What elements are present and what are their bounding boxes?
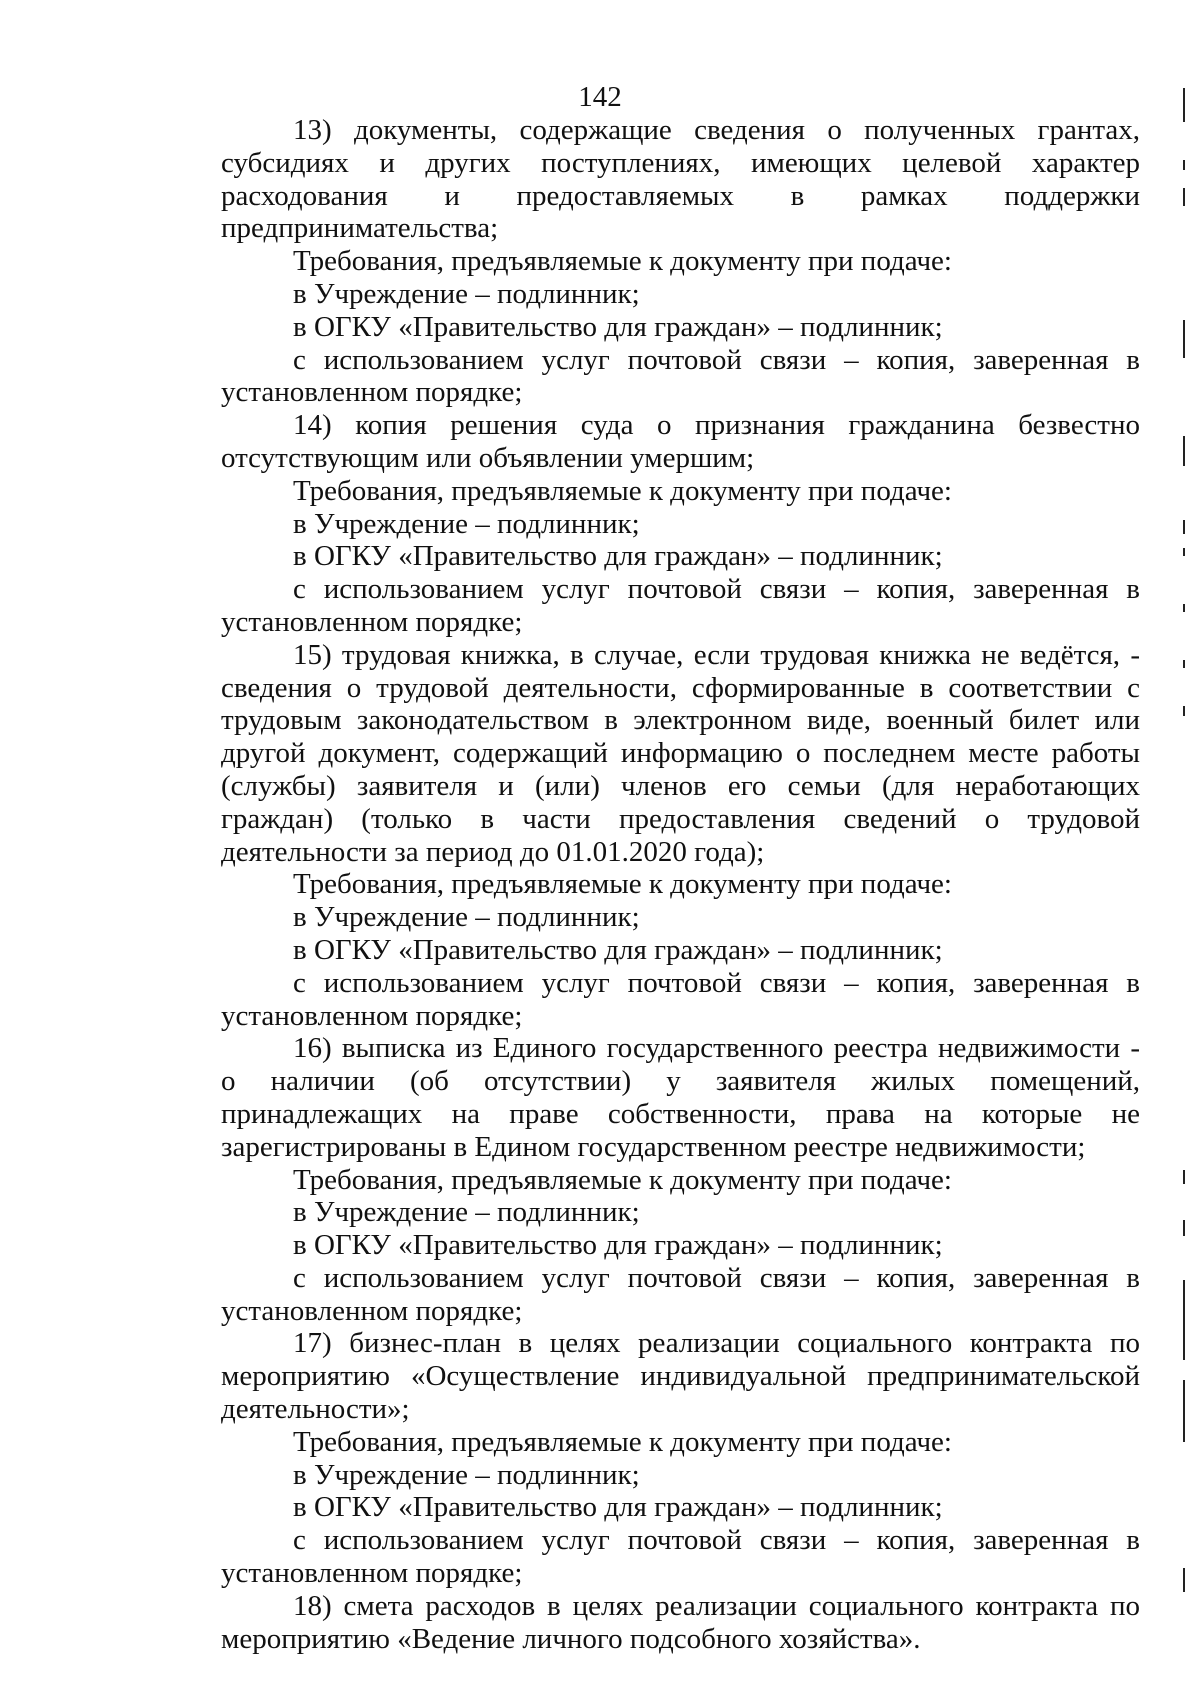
paragraph: с использованием услуг почтовой связи – копия, заверенная в установленном порядке; [221,343,1140,409]
page-number: 142 [578,81,622,113]
paragraph: 14) копия решения суда о признания гражданина безвестно отсутствующим или объявлении умершим; [221,409,1140,474]
paragraph: в Учреждение – подлинник; [293,507,640,540]
scan-edge-marks [1183,0,1193,1696]
paragraph: 13) документы, содержащие сведения о полученных грантах, субсидиях и других поступлениях, имеющих целевой характер расходования и предоставляемых в рамках поддержки предпринимательства; [221,114,1140,245]
paragraph: Требования, предъявляемые к документу при подаче: [293,1425,952,1458]
paragraph: Требования, предъявляемые к документу при подаче: [293,245,952,278]
paragraph: с использованием услуг почтовой связи – копия, заверенная в установленном порядке; [221,1261,1140,1327]
paragraph: с использованием услуг почтовой связи – копия, заверенная в установленном порядке; [221,573,1140,638]
paragraph: с использованием услуг почтовой связи – копия, заверенная в установленном порядке; [221,1524,1140,1590]
paragraph: Требования, предъявляемые к документу при подаче: [293,1163,952,1196]
paragraph: в Учреждение – подлинник; [293,277,640,310]
paragraph: 15) трудовая книжка, в случае, если трудовая книжка не ведётся, - сведения о трудовой деятельности, сформированные в соответствии с трудовым законодательством в электронном виде, военный билет или другой документ, содержащий информацию о последнем месте работы (службы) заявителя и (или) членов его семьи (для неработающих граждан) (только в части предоставления сведений о трудовой деятельности за период до 01.01.2020 года); [221,638,1140,868]
paragraph: 16) выписка из Единого государственного реестра недвижимости - о наличии (об отсутствии) у заявителя жилых помещений, принадлежащих на праве собственности, права на которые не зарегистрированы в Едином государственном реестре недвижимости; [221,1032,1140,1163]
paragraph: Требования, предъявляемые к документу при подаче: [293,474,952,507]
document-body [221,114,1140,1655]
paragraph: 17) бизнес-план в целях реализации социального контракта по мероприятию «Осуществление индивидуальной предпринимательской деятельности»; [221,1327,1140,1426]
paragraph: в ОГКУ «Правительство для граждан» – подлинник; [293,933,943,966]
paragraph: в Учреждение – подлинник; [293,1196,640,1229]
paragraph: в ОГКУ «Правительство для граждан» – подлинник; [293,1491,943,1524]
paragraph: Требования, предъявляемые к документу при подаче: [293,868,952,901]
paragraph: в ОГКУ «Правительство для граждан» – подлинник; [293,310,943,343]
paragraph: в Учреждение – подлинник; [293,1458,640,1491]
paragraph: в ОГКУ «Правительство для граждан» – подлинник; [293,540,943,573]
paragraph: в Учреждение – подлинник; [293,901,640,934]
paragraph: в ОГКУ «Правительство для граждан» – подлинник; [293,1229,943,1262]
paragraph: 18) смета расходов в целях реализации социального контракта по мероприятию «Ведение личного подсобного хозяйства». [221,1589,1140,1655]
paragraph: с использованием услуг почтовой связи – копия, заверенная в установленном порядке; [221,966,1140,1032]
